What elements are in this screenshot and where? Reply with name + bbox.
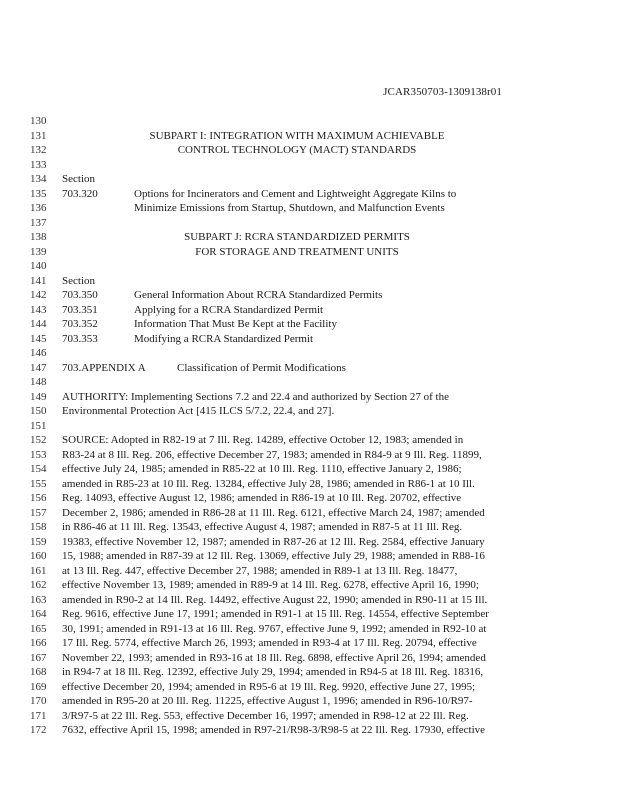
line-number: 141 (30, 274, 47, 287)
subpart-heading: CONTROL TECHNOLOGY (MACT) STANDARDS (177, 144, 417, 156)
line-130 (30, 114, 600, 129)
line-165 (30, 622, 600, 637)
line-number: 133 (30, 158, 47, 171)
line-number: 156 (30, 492, 47, 504)
line-170 (30, 694, 600, 709)
line-number: 167 (30, 651, 47, 664)
body-text: amended in R90-2 at 14 Ill. Reg. 14492, effective August 22, 1990; amended in R90-11 at 15 Ill. (62, 593, 488, 606)
line-140 (30, 259, 600, 274)
line-number: 131 (30, 129, 47, 142)
line-150 (30, 404, 600, 419)
line-153 (30, 448, 600, 463)
line-168 (30, 665, 600, 680)
line-number: 139 (30, 245, 47, 258)
line-number: 137 (30, 216, 47, 229)
body-text: Section (62, 274, 95, 287)
line-number: 145 (30, 332, 47, 345)
line-number: 130 (30, 115, 47, 127)
line-135 (30, 187, 600, 202)
line-134 (30, 172, 600, 187)
body-text: AUTHORITY: Implementing Sections 7.2 and 22.4 and authorized by Section 27 of the (62, 390, 449, 403)
body-text: effective December 20, 1994; amended in R95-6 at 19 Ill. Reg. 9920, effective June 27, 1995; (62, 680, 476, 693)
line-number: 149 (30, 390, 47, 403)
line-number: 142 (30, 289, 47, 301)
section-number: 703.320 (62, 187, 98, 200)
line-146 (30, 346, 600, 361)
body-text: Environmental Protection Act [415 ILCS 5/7.2, 22.4, and 27]. (62, 405, 335, 417)
line-number: 171 (30, 709, 47, 722)
line-163 (30, 593, 600, 608)
line-143 (30, 303, 600, 318)
line-131 (30, 129, 600, 144)
body-text: 17 Ill. Reg. 5774, effective March 26, 1993; amended in R93-4 at 17 Ill. Reg. 20794, effective (62, 637, 477, 649)
body-text: 3/R97-5 at 22 Ill. Reg. 553, effective December 16, 1997; amended in R98-12 at 22 Ill. Reg. (62, 709, 469, 722)
line-147 (30, 361, 600, 376)
line-number: 170 (30, 695, 47, 707)
body-text: Section (62, 173, 95, 185)
body-text: amended in R95-20 at 20 Ill. Reg. 11225, effective August 1, 1996; amended in R96-10/R97- (62, 695, 473, 707)
line-number: 147 (30, 361, 47, 374)
line-number: 138 (30, 231, 47, 243)
line-167 (30, 651, 600, 666)
line-number: 160 (30, 550, 47, 562)
line-number: 144 (30, 318, 47, 330)
line-number: 168 (30, 666, 47, 678)
section-title: Options for Incinerators and Cement and Lightweight Aggregate Kilns to (134, 187, 457, 200)
line-141 (30, 274, 600, 289)
body-text: R83-24 at 8 Ill. Reg. 206, effective December 27, 1983; amended in R84-9 at 9 Ill. Reg. 11899, (62, 448, 482, 461)
line-169 (30, 680, 600, 695)
line-148 (30, 375, 600, 390)
body-text: 19383, effective November 12, 1987; amended in R87-26 at 12 Ill. Reg. 2584, effective January (62, 535, 485, 548)
line-number: 143 (30, 303, 47, 316)
document-id: JCAR350703-1309138r01 (383, 86, 502, 98)
line-172 (30, 723, 600, 738)
section-title: Modifying a RCRA Standardized Permit (134, 332, 314, 345)
body-text: amended in R85-23 at 10 Ill. Reg. 13284, effective July 28, 1986; amended in R86-1 at 10 Ill. (62, 477, 475, 490)
body-text: 7632, effective April 15, 1998; amended in R97-21/R98-3/R98-5 at 22 Ill. Reg. 17930, effective (62, 724, 486, 736)
body-text: at 13 Ill. Reg. 447, effective December 27, 1988; amended in R89-1 at 13 Ill. Reg. 18477, (62, 564, 458, 577)
line-number: 165 (30, 622, 47, 635)
line-152 (30, 433, 600, 448)
appendix-number: 703.APPENDIX A (62, 361, 146, 374)
section-number: 703.351 (62, 303, 98, 316)
section-title: General Information About RCRA Standardized Permits (134, 289, 383, 301)
line-156 (30, 491, 600, 506)
line-145 (30, 332, 600, 347)
line-number: 146 (30, 347, 47, 359)
section-number: 703.353 (62, 332, 98, 345)
body-text: in R94-7 at 18 Ill. Reg. 12392, effective July 29, 1994; amended in R94-5 at 18 Ill. Reg. 18316, (62, 666, 484, 678)
line-number: 158 (30, 521, 47, 533)
line-155 (30, 477, 600, 492)
line-number: 150 (30, 405, 47, 417)
subpart-heading: SUBPART I: INTEGRATION WITH MAXIMUM ACHIEVABLE (149, 129, 445, 142)
appendix-title: Classification of Permit Modifications (177, 361, 346, 374)
line-171 (30, 709, 600, 724)
body-text: December 2, 1986; amended in R86-28 at 11 Ill. Reg. 6121, effective March 24, 1987; amended (62, 506, 485, 519)
line-160 (30, 549, 600, 564)
section-number: 703.352 (62, 318, 98, 330)
line-161 (30, 564, 600, 579)
body-text: SOURCE: Adopted in R82-19 at 7 Ill. Reg. 14289, effective October 12, 1983; amended in (62, 434, 464, 446)
line-number: 155 (30, 477, 47, 490)
line-137 (30, 216, 600, 231)
body-text: 15, 1988; amended in R87-39 at 12 Ill. Reg. 13069, effective July 29, 1988; amended in R88-16 (62, 550, 485, 562)
line-number: 153 (30, 448, 47, 461)
line-166 (30, 636, 600, 651)
line-138 (30, 230, 600, 245)
line-164 (30, 607, 600, 622)
line-number: 163 (30, 593, 47, 606)
body-text: effective July 24, 1985; amended in R85-22 at 10 Ill. Reg. 1110, effective January 2, 1986; (62, 463, 462, 475)
body-text: Reg. 14093, effective August 12, 1986; amended in R86-19 at 10 Ill. Reg. 20702, effective (62, 492, 462, 504)
line-151 (30, 419, 600, 434)
line-154 (30, 462, 600, 477)
line-number: 159 (30, 535, 47, 548)
body-text: effective November 13, 1989; amended in R89-9 at 14 Ill. Reg. 6278, effective April 16, 1990; (62, 579, 479, 591)
subpart-heading: SUBPART J: RCRA STANDARDIZED PERMITS (184, 231, 410, 243)
line-162 (30, 578, 600, 593)
line-144 (30, 317, 600, 332)
section-title: Applying for a RCRA Standardized Permit (134, 303, 324, 316)
line-number: 148 (30, 376, 47, 388)
section-title: Information That Must Be Kept at the Facility (134, 318, 337, 330)
line-158 (30, 520, 600, 535)
line-149 (30, 390, 600, 405)
line-number: 152 (30, 434, 47, 446)
line-number: 157 (30, 506, 47, 519)
line-number: 134 (30, 173, 47, 185)
line-number: 151 (30, 419, 47, 432)
line-number: 135 (30, 187, 47, 200)
line-number: 172 (30, 724, 47, 736)
line-132 (30, 143, 600, 158)
line-number: 140 (30, 260, 47, 272)
body-text: in R86-46 at 11 Ill. Reg. 13543, effective August 4, 1987; amended in R87-5 at 11 Ill. Reg. (62, 521, 463, 533)
line-157 (30, 506, 600, 521)
line-133 (30, 158, 600, 173)
line-number: 136 (30, 202, 47, 214)
subpart-heading: FOR STORAGE AND TREATMENT UNITS (195, 245, 399, 258)
body-text: Reg. 9616, effective June 17, 1991; amended in R91-1 at 15 Ill. Reg. 14554, effective September (62, 608, 489, 620)
body-text: November 22, 1993; amended in R93-16 at 18 Ill. Reg. 6898, effective April 26, 1994; amended (62, 651, 486, 664)
line-number: 164 (30, 608, 47, 620)
line-number: 132 (30, 144, 47, 156)
line-number: 166 (30, 637, 47, 649)
line-number: 161 (30, 564, 47, 577)
line-136 (30, 201, 600, 216)
line-139 (30, 245, 600, 260)
line-number: 162 (30, 579, 47, 591)
line-159 (30, 535, 600, 550)
section-number: 703.350 (62, 289, 98, 301)
section-title: Minimize Emissions from Startup, Shutdown, and Malfunction Events (134, 202, 445, 214)
line-142 (30, 288, 600, 303)
line-number: 169 (30, 680, 47, 693)
numbered-lines (30, 114, 600, 738)
line-number: 154 (30, 463, 47, 475)
body-text: 30, 1991; amended in R91-13 at 16 Ill. Reg. 9767, effective June 9, 1992; amended in R92-10 at (62, 622, 487, 635)
